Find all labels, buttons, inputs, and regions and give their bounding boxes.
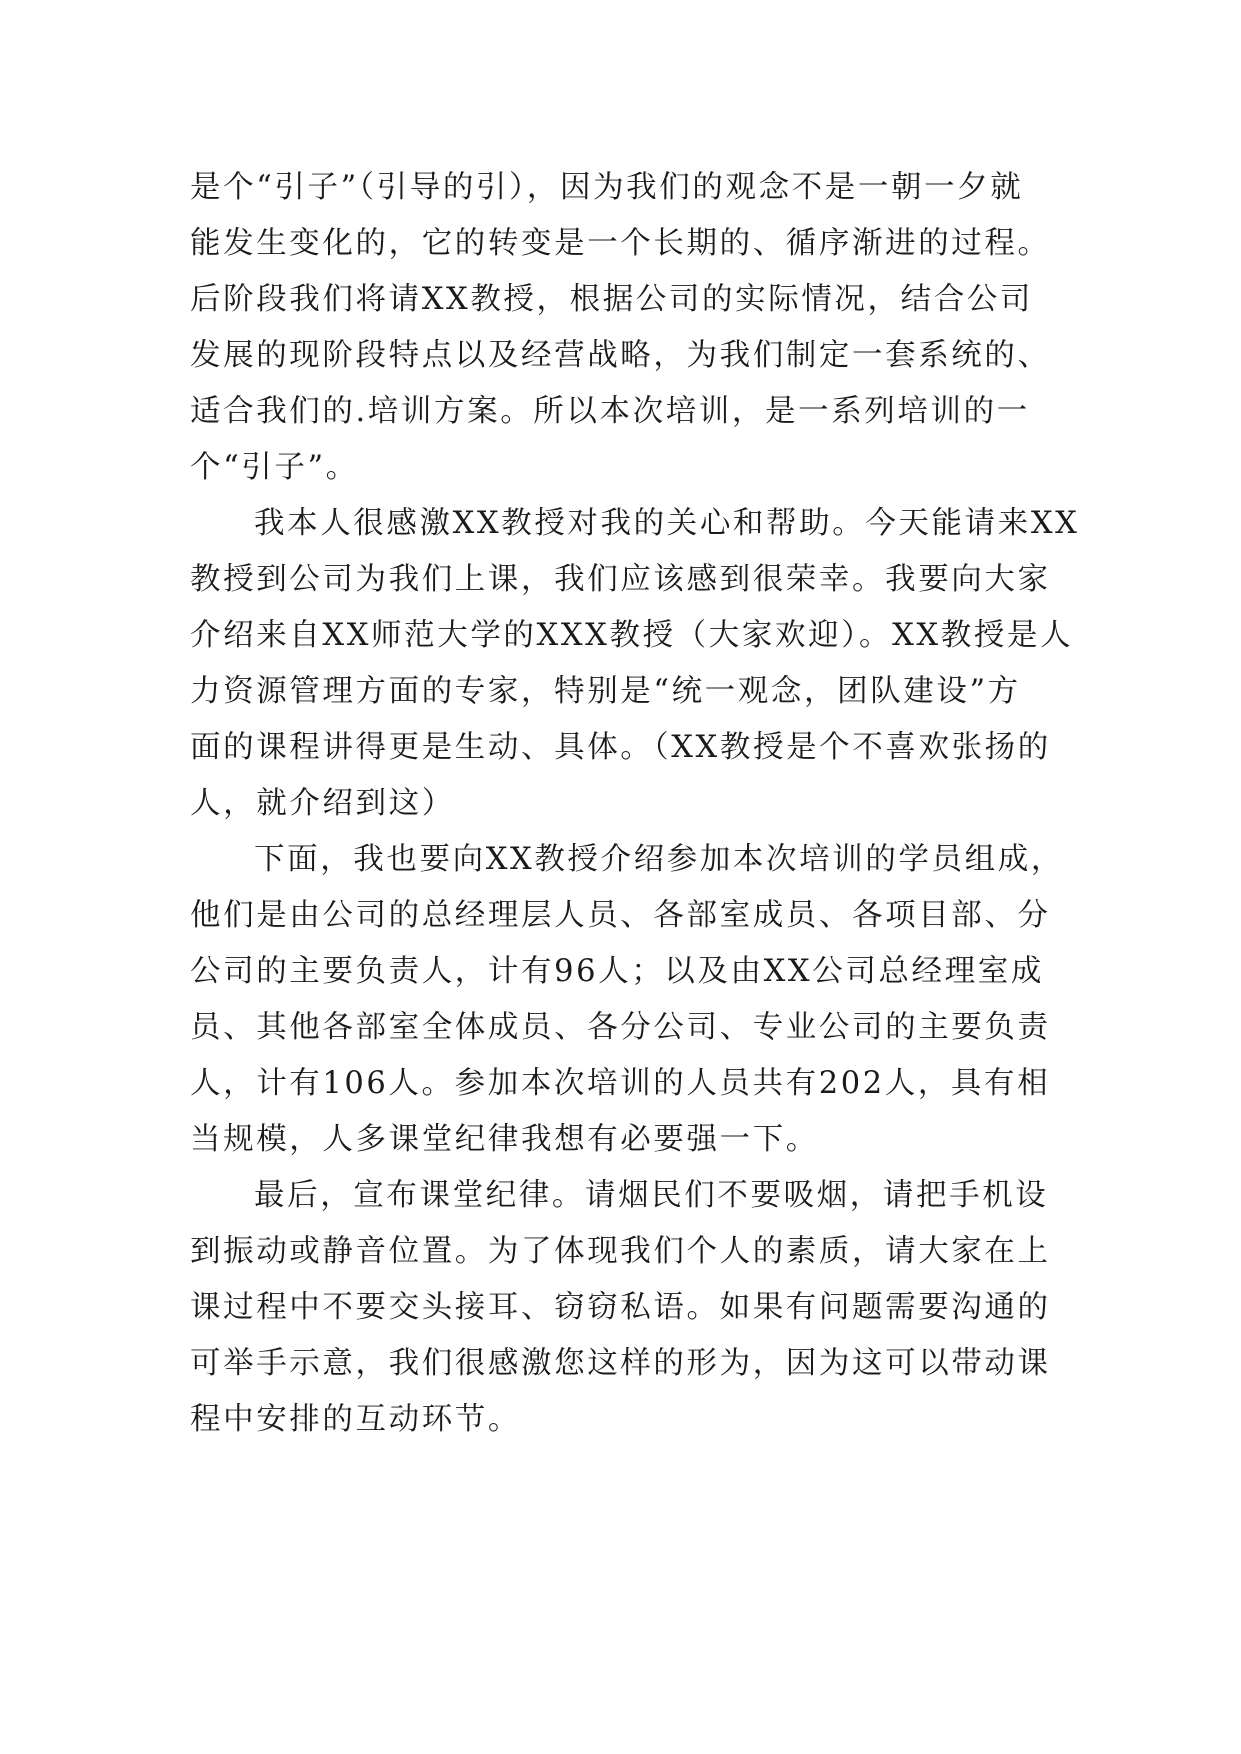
text-line: 人，计有106人。参加本次培训的人员共有202人，具有相 <box>190 1066 1051 1101</box>
text-line: 我本人很感激XX教授对我的关心和帮助。今天能请来XX <box>254 506 1080 541</box>
document-body <box>190 160 1080 1448</box>
text-line: 能发生变化的，它的转变是一个长期的、循序渐进的过程。 <box>190 226 1051 261</box>
text-line: 教授到公司为我们上课，我们应该感到很荣幸。我要向大家 <box>190 562 1051 597</box>
text-line: 人，就介绍到这） <box>190 786 455 821</box>
paragraph-2 <box>190 496 1080 832</box>
paragraph-3 <box>190 832 1064 1168</box>
text-line: 发展的现阶段特点以及经营战略，为我们制定一套系统的、 <box>190 338 1051 373</box>
text-line: 下面，我也要向XX教授介绍参加本次培训的学员组成， <box>254 842 1064 877</box>
paragraph-4 <box>190 1168 1060 1448</box>
text-line: 到振动或静音位置。为了体现我们个人的素质，请大家在上 <box>190 1234 1051 1269</box>
text-line: 员、其他各部室全体成员、各分公司、专业公司的主要负责 <box>190 1010 1051 1045</box>
text-line: 当规模，人多课堂纪律我想有必要强一下。 <box>190 1122 819 1157</box>
text-line: 程中安排的互动环节。 <box>190 1402 521 1437</box>
paragraph-1 <box>190 160 1060 496</box>
text-line: 面的课程讲得更是生动、具体。（XX教授是个不喜欢张扬的 <box>190 730 1051 765</box>
text-line: 力资源管理方面的专家，特别是“统一观念，团队建设”方 <box>190 674 1021 709</box>
text-line: 公司的主要负责人，计有96人；以及由XX公司总经理室成 <box>190 954 1044 989</box>
text-line: 是个“引子”（引导的引），因为我们的观念不是一朝一夕就 <box>190 170 1024 205</box>
text-line: 他们是由公司的总经理层人员、各部室成员、各项目部、分 <box>190 898 1051 933</box>
text-line: 介绍来自XX师范大学的XXX教授（大家欢迎）。XX教授是人 <box>190 618 1074 653</box>
text-line: 个“引子”。 <box>190 450 359 485</box>
text-line: 适合我们的.培训方案。所以本次培训，是一系列培训的一 <box>190 394 1030 429</box>
text-line: 最后，宣布课堂纪律。请烟民们不要吸烟，请把手机设 <box>254 1178 1049 1213</box>
text-line: 课过程中不要交头接耳、窃窃私语。如果有问题需要沟通的 <box>190 1290 1051 1325</box>
text-line: 后阶段我们将请XX教授，根据公司的实际情况，结合公司 <box>190 282 1034 317</box>
text-line: 可举手示意，我们很感激您这样的形为，因为这可以带动课 <box>190 1346 1051 1381</box>
